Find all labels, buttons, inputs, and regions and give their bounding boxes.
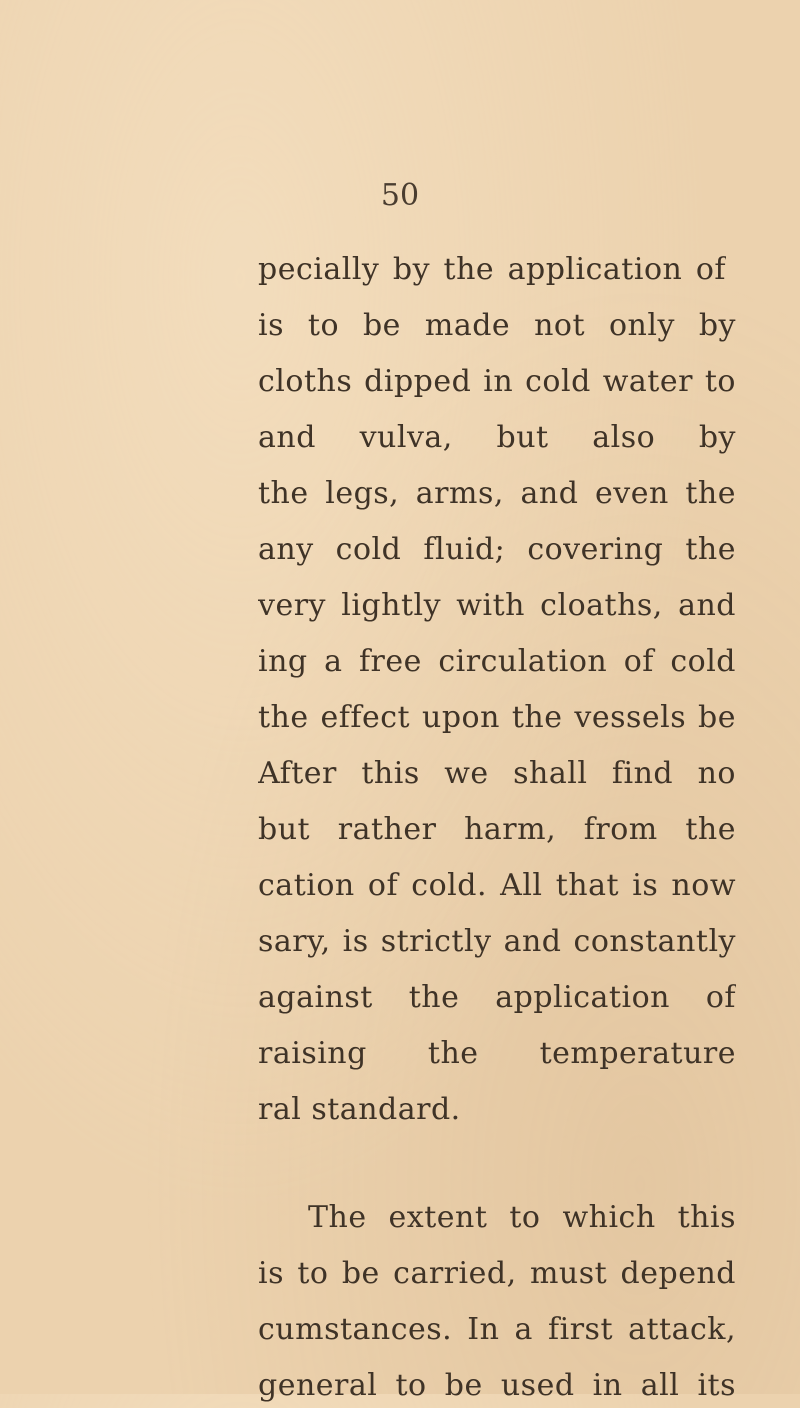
page-number: 50 xyxy=(380,178,420,213)
text-line: any cold fluid; covering the xyxy=(258,532,736,567)
text-line: the legs, arms, and even the xyxy=(258,476,736,511)
text-line: pecially by the application of xyxy=(258,252,726,287)
text-line: the effect upon the vessels be xyxy=(258,700,736,735)
text-line: The extent to which this xyxy=(308,1200,736,1235)
text-line: cloths dipped in cold water to xyxy=(258,364,736,399)
text-line: against the application of xyxy=(258,980,736,1015)
text-line: cation of cold. All that is now xyxy=(258,868,736,903)
text-line: but rather harm, from the xyxy=(258,812,736,847)
text-line: ral standard. xyxy=(258,1092,461,1127)
text-line: sary, is strictly and constantly xyxy=(258,924,736,959)
text-line: is to be made not only by xyxy=(258,308,736,343)
text-line: and vulva, but also by xyxy=(258,420,736,455)
text-line: ing a free circulation of cold xyxy=(258,644,736,679)
text-line: general to be used in all its xyxy=(258,1368,736,1403)
text-line: is to be carried, must depend xyxy=(258,1256,736,1291)
text-line: very lightly with cloaths, and xyxy=(258,588,736,623)
text-line: After this we shall find no xyxy=(258,756,736,791)
text-line: raising the temperature xyxy=(258,1036,736,1071)
text-line: cumstances. In a first attack, xyxy=(258,1312,736,1347)
